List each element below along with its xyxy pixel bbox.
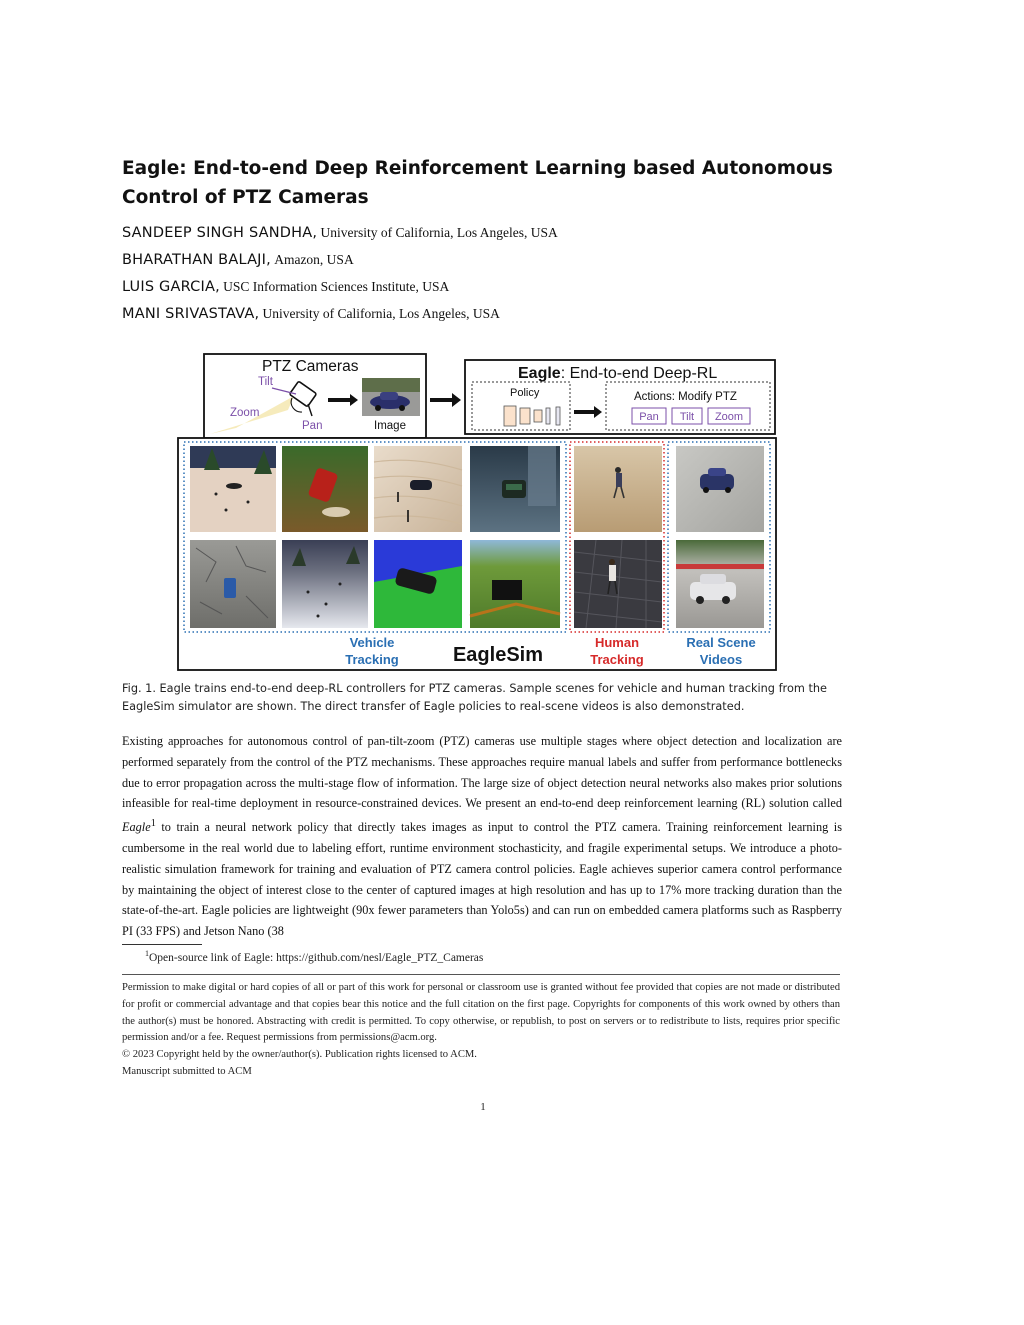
- tilt-action-label: Tilt: [679, 411, 695, 423]
- footnote: [145, 949, 483, 964]
- actions-label: Actions: Modify PTZ: [634, 391, 737, 403]
- author-name: BHARATHAN BALAJI,: [122, 252, 271, 268]
- author-affiliation: Amazon, USA: [274, 252, 354, 267]
- scene-thumbnail: [374, 540, 462, 628]
- abstract-text-1: Existing approaches for autonomous control of pan-tilt-zoom (PTZ) cameras use multiple stages where object detection and localization are performed separately from the control of the PTZ mechanisms. These approaches require manual labels and suffer from performance bottlenecks due to error propagation across the multi-stage flow of information. The large size of object detection neural networks also makes prior solutions infeasible for real-time deployment in resource-constrained devices. We present an end-to-end deep reinforcement learning (RL) solution called: [122, 734, 842, 811]
- author-name: MANI SRIVASTAVA,: [122, 306, 260, 322]
- scene-thumbnail: [574, 540, 662, 628]
- arrow-icon: [430, 393, 461, 407]
- figure-1-diagram: [176, 352, 778, 672]
- author-affiliation: USC Information Sciences Institute, USA: [223, 279, 450, 294]
- author-entry: [122, 276, 558, 303]
- author-entry: [122, 303, 558, 330]
- copyright-line: © 2023 Copyright held by the owner/author(s). Publication rights licensed to ACM.: [122, 1049, 477, 1060]
- scene-thumbnail: [190, 446, 276, 532]
- scene-thumbnail: [282, 446, 368, 532]
- zoom-action-label: Zoom: [714, 411, 744, 423]
- eaglesim-label: EagleSim: [452, 644, 544, 666]
- footnote-mark: 1: [145, 949, 149, 958]
- author-list: [122, 222, 558, 330]
- author-entry: [122, 222, 558, 249]
- manuscript-line: Manuscript submitted to ACM: [122, 1065, 252, 1077]
- scene-thumbnail: [190, 540, 276, 628]
- eagle-title: Eagle: End-to-end Deep-RL: [518, 365, 718, 382]
- figure-caption: Fig. 1. Eagle trains end-to-end deep-RL controllers for PTZ cameras. Sample scenes for vehicle and human tracking from the EagleSim simulator are shown. The direct transfer of Eagle policies to real-scene videos is also demonstrated.: [122, 682, 827, 713]
- author-entry: [122, 249, 558, 276]
- footnote-text[interactable]: Open-source link of Eagle: https://github.com/nesl/Eagle_PTZ_Cameras: [149, 951, 484, 964]
- permission-divider: [122, 974, 840, 975]
- scene-thumbnail: [574, 446, 662, 532]
- copyright-block: [122, 1047, 477, 1081]
- footnote-divider: [122, 944, 202, 945]
- policy-label: Policy: [510, 387, 540, 399]
- footnote-ref[interactable]: 1: [150, 818, 156, 830]
- image-label: Image: [374, 420, 406, 432]
- author-name: LUIS GARCIA,: [122, 279, 220, 295]
- abstract-text-2: to train a neural network policy that directly takes images as input to control the PTZ camera. Training reinforcement learning is cumbersome in the real world due to labeling effort, runtime environment stochasticity, and fragile experimental setups. We introduce a photo-realistic simulation framework for training and evaluation of PTZ camera control policies. Eagle achieves superior camera control performance by maintaining the object of interest close to the center of captured images at high resolution and has up to 17% more tracking duration than the state-of-the-art. Eagle policies are lightweight (90x fewer parameters than Yolo5s) and can run on embedded camera platforms such as Raspberry PI (33 FPS) and Jetson Nano (38: [122, 820, 842, 939]
- zoom-label: Zoom: [230, 407, 260, 419]
- scene-thumbnail: [676, 540, 764, 628]
- author-name: SANDEEP SINGH SANDHA,: [122, 225, 318, 241]
- scene-thumbnail: [470, 446, 560, 532]
- paper-title: Eagle: End-to-end Deep Reinforcement Learning based Autonomous Control of PTZ Cameras: [122, 158, 833, 208]
- real-scene-label-2: Videos: [699, 652, 743, 667]
- author-affiliation: University of California, Los Angeles, USA: [320, 225, 558, 240]
- human-tracking-label-1: Human: [594, 635, 640, 650]
- figure-1: [176, 352, 778, 672]
- permission-notice: Permission to make digital or hard copies of all or part of this work for personal or classroom use is granted without fee provided that copies are not made or distributed for profit or commercial advantage and that copies bear this notice and the full citation on the first page. Copyrights for components of this work owned by others than the author(s) must be honored. Abstracting with credit is permitted. To copy otherwise, or republish, to post on servers or to redistribute to lists, requires prior specific permission and/or a fee. Request permissions from permissions@acm.org.: [122, 982, 840, 1044]
- vehicle-tracking-label-2: Tracking: [345, 652, 399, 667]
- pan-label: Pan: [302, 420, 323, 432]
- human-tracking-label-2: Tracking: [590, 652, 644, 667]
- page-number: 1: [480, 1101, 486, 1113]
- ptz-cameras-label: PTZ Cameras: [262, 358, 359, 375]
- scene-thumbnail: [374, 446, 462, 532]
- camera-image-thumbnail: [362, 378, 420, 416]
- real-scene-label-1: Real Scene: [686, 635, 756, 650]
- vehicle-tracking-label-1: Vehicle: [349, 635, 395, 650]
- abstract-eagle: Eagle: [122, 820, 151, 835]
- scene-thumbnail: [676, 446, 764, 532]
- scene-thumbnail: [470, 540, 560, 628]
- author-affiliation: University of California, Los Angeles, USA: [262, 306, 500, 321]
- abstract: [122, 731, 842, 942]
- pan-action-label: Pan: [639, 411, 659, 423]
- tilt-label: Tilt: [258, 376, 273, 388]
- scene-thumbnail: [282, 540, 368, 628]
